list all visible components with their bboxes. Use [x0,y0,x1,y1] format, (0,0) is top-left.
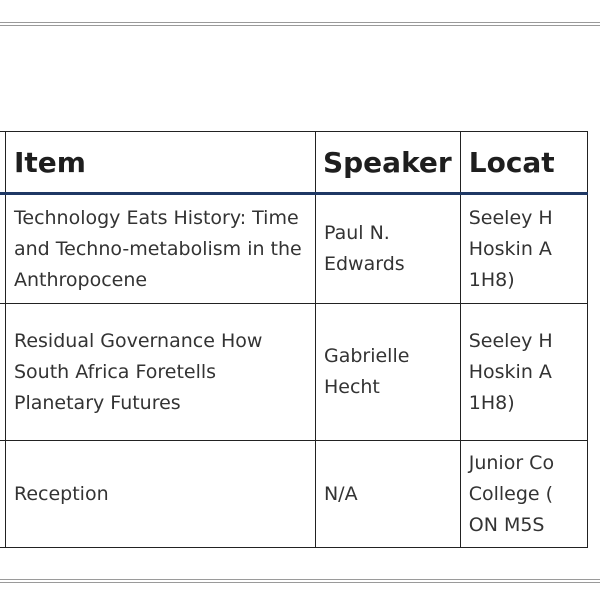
table-row [0,441,588,548]
table-row [0,304,588,441]
location-line: Seeley H [468,206,553,229]
location-line: Hoskin A [468,360,552,383]
location-line: Junior Co [468,451,555,474]
location-line: College ( [468,482,554,505]
location-line: 1H8) [468,268,515,291]
location-cell [460,304,587,441]
item-cell: Residual Governance How South Africa Foretells Planetary Futures [6,304,316,441]
top-divider [0,22,600,26]
speaker-cell: Gabrielle Hecht [315,304,460,441]
table-row [0,194,588,304]
column-header-item: Item [6,132,316,194]
item-cell: Technology Eats History: Time and Techno-metabolism in the Anthropocene [6,194,316,304]
location-line: 1H8) [468,391,515,414]
table-header-row [0,132,588,194]
location-line: ON M5S [468,513,545,536]
column-header-speaker: Speaker [315,132,460,194]
column-header-location: Locat [460,132,587,194]
location-cell [460,441,587,548]
location-cell [460,194,587,304]
location-line: Seeley H [468,329,553,352]
schedule-table [0,131,588,548]
location-line: Hoskin A [468,237,552,260]
item-cell: Reception [6,441,316,548]
bottom-divider [0,579,600,583]
speaker-cell: N/A [315,441,460,548]
speaker-cell: Paul N. Edwards [315,194,460,304]
